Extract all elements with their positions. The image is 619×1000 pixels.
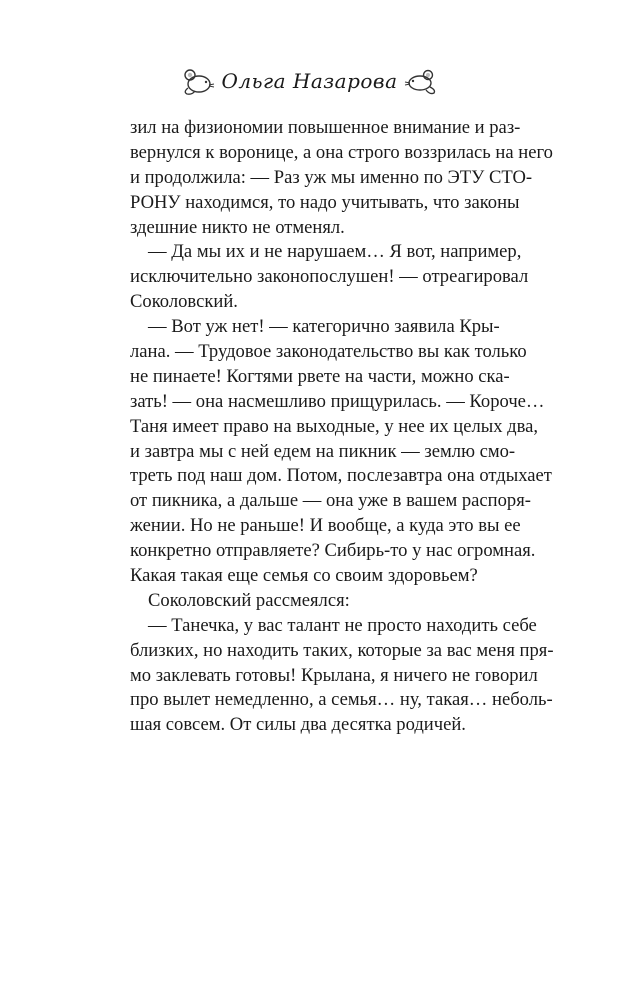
text-line: Соколовский. [130,291,238,313]
text-line: — Вот уж нет! — категорично заявила Кры- [148,316,500,338]
page-header [0,66,619,96]
text-line: РОНУ находимся, то надо учитывать, что законы [130,191,520,213]
text-line: конкретно отправляете? Сибирь-то у нас огромная. [130,540,536,562]
text-line: и продолжила: — Раз уж мы именно по ЭТУ СТО- [130,166,533,188]
text-line: лана. — Трудовое законодательство вы как только [130,341,527,363]
text-line: Какая такая еще семья со своим здоровьем? [130,565,478,587]
text-line: зил на физиономии повышенное внимание и раз- [130,117,521,138]
page-text [130,116,554,738]
text-line: зать! — она насмешливо прищурилась. — Короче… [130,390,545,412]
mouse-icon [181,66,215,96]
running-header-author: Ольга Назарова [221,69,398,93]
text-line: не пинаете! Когтями рвете на части, можно ска- [130,365,510,387]
text-line: жении. Но не раньше! И вообще, а куда это вы ее [130,515,521,537]
text-line: шая совсем. От силы два десятка родичей. [130,714,466,736]
text-line: здешние никто не отменял. [130,216,345,238]
text-line: треть под наш дом. Потом, послезавтра она отдыхает [130,465,552,487]
header-ornament [181,66,437,96]
text-line: — Танечка, у вас талант не просто находить себе [148,614,537,636]
text-line: — Да мы их и не нарушаем… Я вот, например, [148,241,522,263]
text-line: Соколовский рассмеялся: [148,589,350,611]
text-line: про вылет немедленно, а семья… ну, такая… неболь- [130,689,553,711]
text-line: и завтра мы с ней едем на пикник — землю смо- [130,440,516,462]
text-line: исключительно законопослушен! — отреагировал [130,266,529,288]
mouse-icon [404,66,438,96]
text-line: близких, но находить таких, которые за вас меня пря- [130,639,554,661]
text-line: мо заклевать готовы! Крылана, я ничего не говорил [130,664,538,686]
text-line: от пикника, а дальше — она уже в вашем распоря- [130,490,531,512]
text-line: вернулся к воронице, а она строго воззрилась на него [130,141,553,163]
text-line: Таня имеет право на выходные, у нее их целых два, [130,415,539,437]
